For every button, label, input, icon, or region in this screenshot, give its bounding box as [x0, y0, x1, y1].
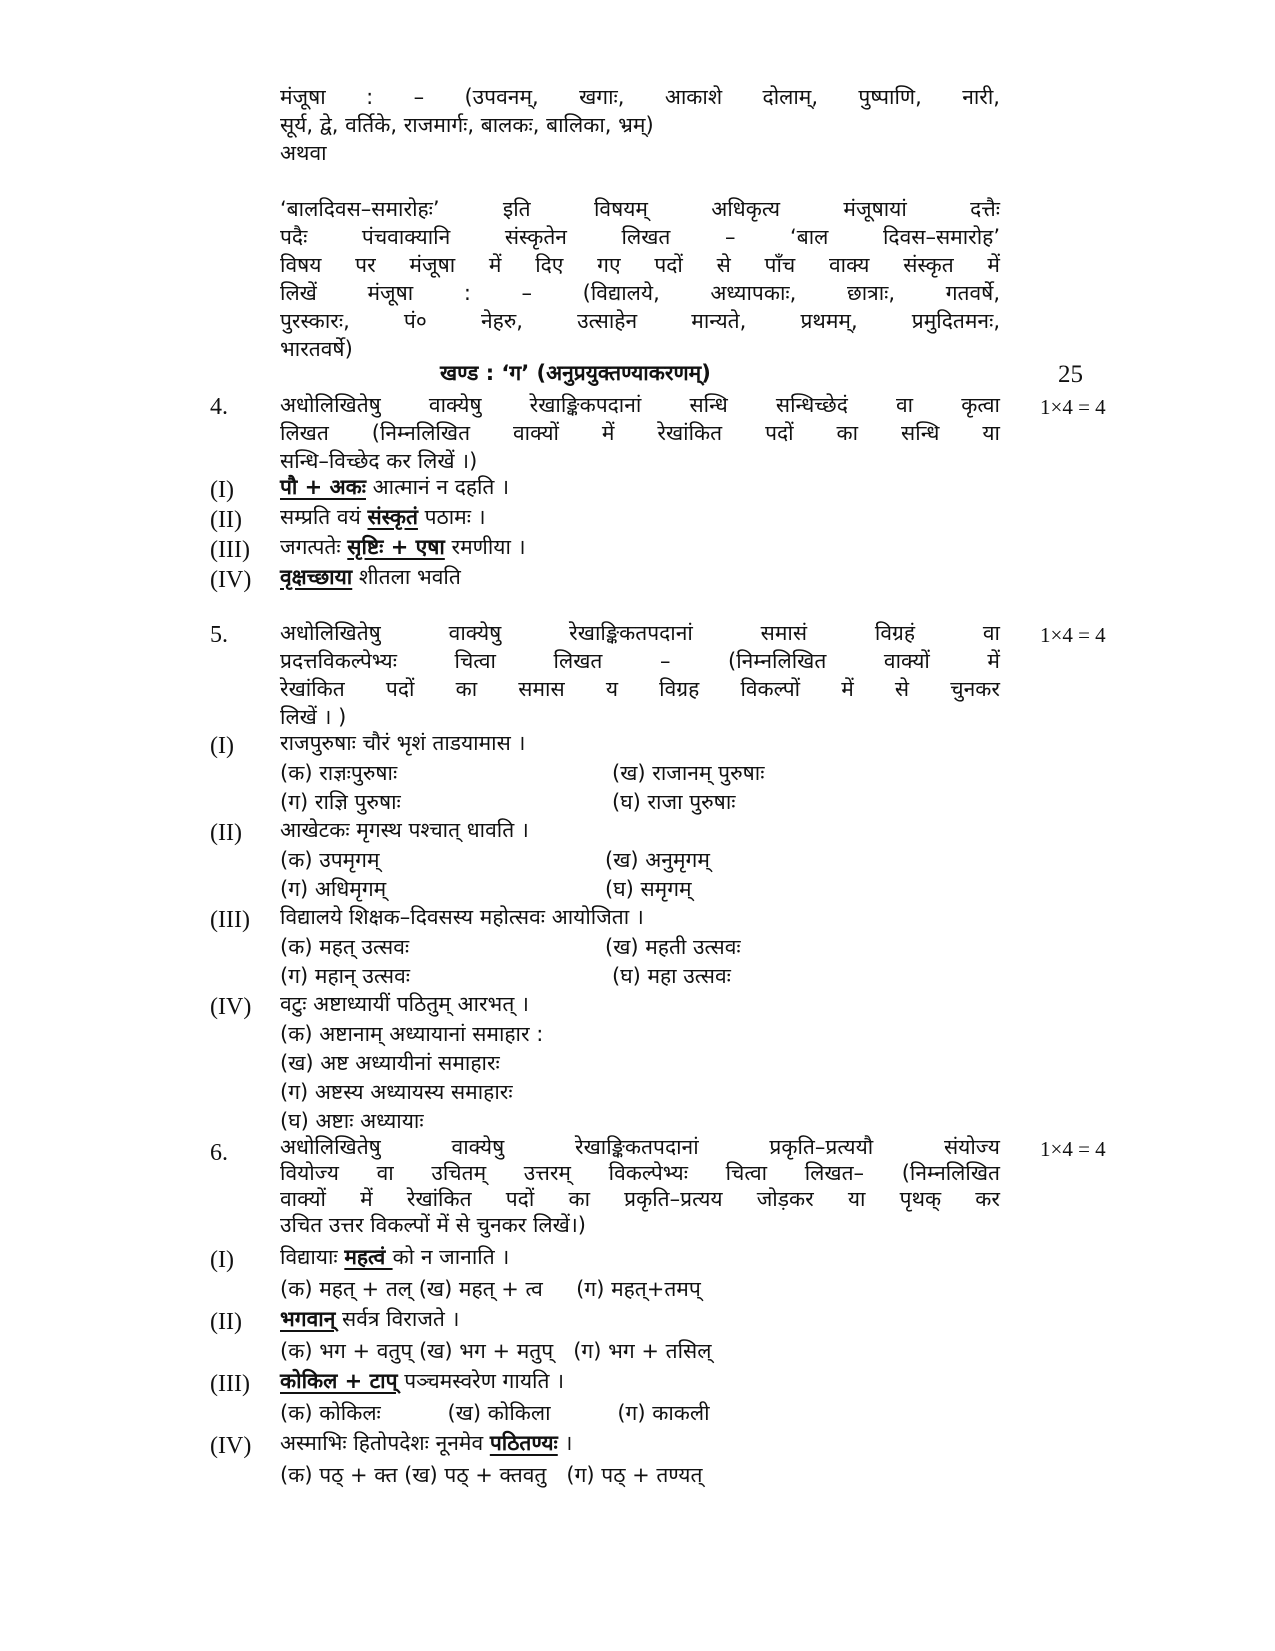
text-line: अधोलिखितेषु वाक्येषु रेखाङ्किकतपदानां समासं विग्रहं वा	[280, 621, 1000, 645]
option: (ख) अनुमृगम्	[605, 848, 710, 872]
section-title: खण्ड : ‘ग’ (अनुप्रयुक्तण्याकरणम्)	[440, 361, 711, 385]
text-line: लिखें मंजूषा : – (विद्यालये, अध्यापकाः, छात्राः, गतवर्षे,	[280, 281, 1000, 305]
sentence: वटुः अष्टाध्यायीं पठितुम् आरभत् ।	[280, 992, 529, 1016]
item-number: (I)	[210, 477, 234, 503]
sentence-rest: पठामः ।	[417, 505, 486, 529]
sentence	[280, 472, 509, 502]
item-number: (II)	[210, 507, 242, 533]
text-line: विषय पर मंजूषा में दिए गए पदों से पाँच वाक्य संस्कृत में	[280, 253, 1000, 277]
sentence-pre: जगत्पतेः	[280, 535, 348, 559]
underlined-word: भगवान्	[280, 1307, 336, 1331]
option: (क) राज्ञःपुरुषाः	[280, 761, 398, 785]
text-line: सन्धि–विच्छेद कर लिखें ।)	[280, 449, 478, 473]
text-line: अथवा	[280, 141, 327, 165]
sentence-rest: सर्वत्र विराजते ।	[335, 1307, 460, 1331]
sentence-pre: अस्माभिः हितोपदेशः नूनमेव	[280, 1431, 490, 1455]
option: (घ) अष्टाः अध्यायाः	[280, 1109, 424, 1133]
option-row: (क) भग + वतुप् (ख) भग + मतुप् (ग) भग + तसिल्	[280, 1339, 712, 1363]
text-line: अधोलिखितेषु वाक्येषु रेखाङ्किकपदानां सन्धि सन्धिच्छेदं वा कृत्वा	[280, 393, 1000, 417]
sentence-rest: को न जानाति ।	[392, 1245, 510, 1269]
sentence	[280, 1242, 509, 1272]
option: (घ) महा उत्सवः	[612, 964, 731, 988]
item-number: (IV)	[210, 994, 252, 1020]
text-line: अधोलिखितेषु वाक्येषु रेखाङ्किकतपदानां प्रकृति–प्रत्ययौ संयोज्य	[280, 1135, 1000, 1159]
option: (क) उपमृगम्	[280, 848, 380, 872]
sentence	[280, 562, 461, 592]
question-marks: 1×4 = 4	[1040, 395, 1106, 419]
sentence: विद्यालये शिक्षक–दिवसस्य महोत्सवः आयोजिता ।	[280, 905, 644, 929]
sentence: राजपुरुषाः चौरं भृशं ताडयामास ।	[280, 731, 526, 755]
option-row: (क) कोकिलः (ख) कोकिला (ग) काकली	[280, 1401, 710, 1425]
sentence-rest: रमणीया ।	[444, 535, 526, 559]
sentence-rest: शीतला भवति	[352, 565, 461, 589]
option: (घ) समृगम्	[605, 877, 692, 901]
text-line: रेखांकित पदों का समास य विग्रह विकल्पों में से चुनकर	[280, 677, 1000, 701]
option: (ग) राज्ञि पुरुषाः	[280, 790, 401, 814]
item-number: (III)	[210, 537, 250, 563]
option: (ख) अष्ट अध्यायीनां समाहारः	[280, 1051, 500, 1075]
question-number: 5.	[210, 622, 228, 648]
sentence	[280, 1366, 564, 1396]
underlined-word: सृष्टिः + एषा	[347, 535, 445, 559]
option: (ग) अधिमृगम्	[280, 877, 387, 901]
text-line: उचित उत्तर विकल्पों में से चुनकर लिखें।)	[280, 1213, 586, 1237]
sentence	[280, 1304, 460, 1334]
question-marks: 1×4 = 4	[1040, 623, 1106, 647]
item-number: (I)	[210, 733, 234, 759]
text-line: पुरस्कारः, पं० नेहरु, उत्साहेन मान्यते, प्रथमम्, प्रमुदितमनः,	[280, 309, 1000, 333]
item-number: (II)	[210, 1309, 242, 1335]
underlined-word: संस्कृतं	[367, 505, 418, 529]
text-line: सूर्य, द्वे, वर्तिके, राजमार्गः, बालकः, बालिका, भ्रम्)	[280, 113, 654, 137]
underlined-word: महत्वं	[344, 1245, 393, 1269]
item-number: (III)	[210, 1371, 250, 1397]
option: (ख) महती उत्सवः	[605, 935, 741, 959]
text-line: भारतवर्षे)	[280, 337, 353, 361]
option: (ग) महान् उत्सवः	[280, 964, 410, 988]
option: (घ) राजा पुरुषाः	[612, 790, 736, 814]
text-line: लिखत (निम्नलिखित वाक्यों में रेखांकित पदों का सन्धि या	[280, 421, 1000, 445]
option-row: (क) महत् + तल् (ख) महत् + त्व (ग) महत्+तमप्	[280, 1277, 701, 1301]
sentence-rest: आत्मानं न दहति ।	[366, 475, 510, 499]
text-line: वाक्यों में रेखांकित पदों का प्रकृति–प्रत्यय जोड़कर या पृथक् कर	[280, 1187, 1000, 1211]
option: (क) महत् उत्सवः	[280, 935, 410, 959]
underlined-word: पौ + अकः	[280, 475, 366, 499]
question-number: 6.	[210, 1140, 228, 1166]
item-number: (II)	[210, 820, 242, 846]
sentence	[280, 502, 486, 532]
sentence-pre: सम्प्रति वयं	[280, 505, 368, 529]
section-marks: 25	[1058, 361, 1083, 388]
text-line: लिखें । )	[280, 705, 347, 729]
option-row: (क) पठ् + क्त (ख) पठ् + क्तवतु (ग) पठ् + तण्यत्	[280, 1463, 703, 1487]
sentence: आखेटकः मृगस्थ पश्चात् धावति ।	[280, 818, 529, 842]
item-number: (III)	[210, 907, 250, 933]
item-number: (IV)	[210, 1433, 252, 1459]
question-number: 4.	[210, 394, 228, 420]
text-line: वियोज्य वा उचितम् उत्तरम् विकल्पेभ्यः चित्वा लिखत– (निम्नलिखित	[280, 1161, 1000, 1185]
underlined-word: कोकिल + टाप्	[280, 1369, 398, 1393]
text-line: ‘बालदिवस–समारोहः’ इति विषयम् अधिकृत्य मंजूषायां दत्तैः	[280, 197, 1000, 221]
text-line: मंजूषा : – (उपवनम्, खगाः, आकाशे दोलाम्, पुष्पाणि, नारी,	[280, 85, 1000, 109]
option: (क) अष्टानाम् अध्यायानां समाहार :	[280, 1022, 544, 1046]
sentence-rest: पञ्चमस्वरेण गायति ।	[397, 1369, 565, 1393]
sentence-rest: ।	[557, 1431, 573, 1455]
underlined-word: वृक्षच्छाया	[280, 565, 353, 589]
text-line: पदैः पंचवाक्यानि संस्कृतेन लिखत – ‘बाल दिवस–समारोह’	[280, 225, 1000, 249]
item-number: (I)	[210, 1247, 234, 1273]
sentence-pre: विद्यायाः	[280, 1245, 345, 1269]
sentence	[280, 1428, 572, 1458]
text-line: प्रदत्तविकल्पेभ्यः चित्वा लिखत – (निम्नलिखित वाक्यों में	[280, 649, 1000, 673]
item-number: (IV)	[210, 567, 252, 593]
question-marks: 1×4 = 4	[1040, 1137, 1106, 1161]
option: (ग) अष्टस्य अध्यायस्य समाहारः	[280, 1080, 513, 1104]
option: (ख) राजानम् पुरुषाः	[612, 761, 765, 785]
sentence	[280, 532, 526, 562]
underlined-word: पठितण्यः	[489, 1431, 558, 1455]
